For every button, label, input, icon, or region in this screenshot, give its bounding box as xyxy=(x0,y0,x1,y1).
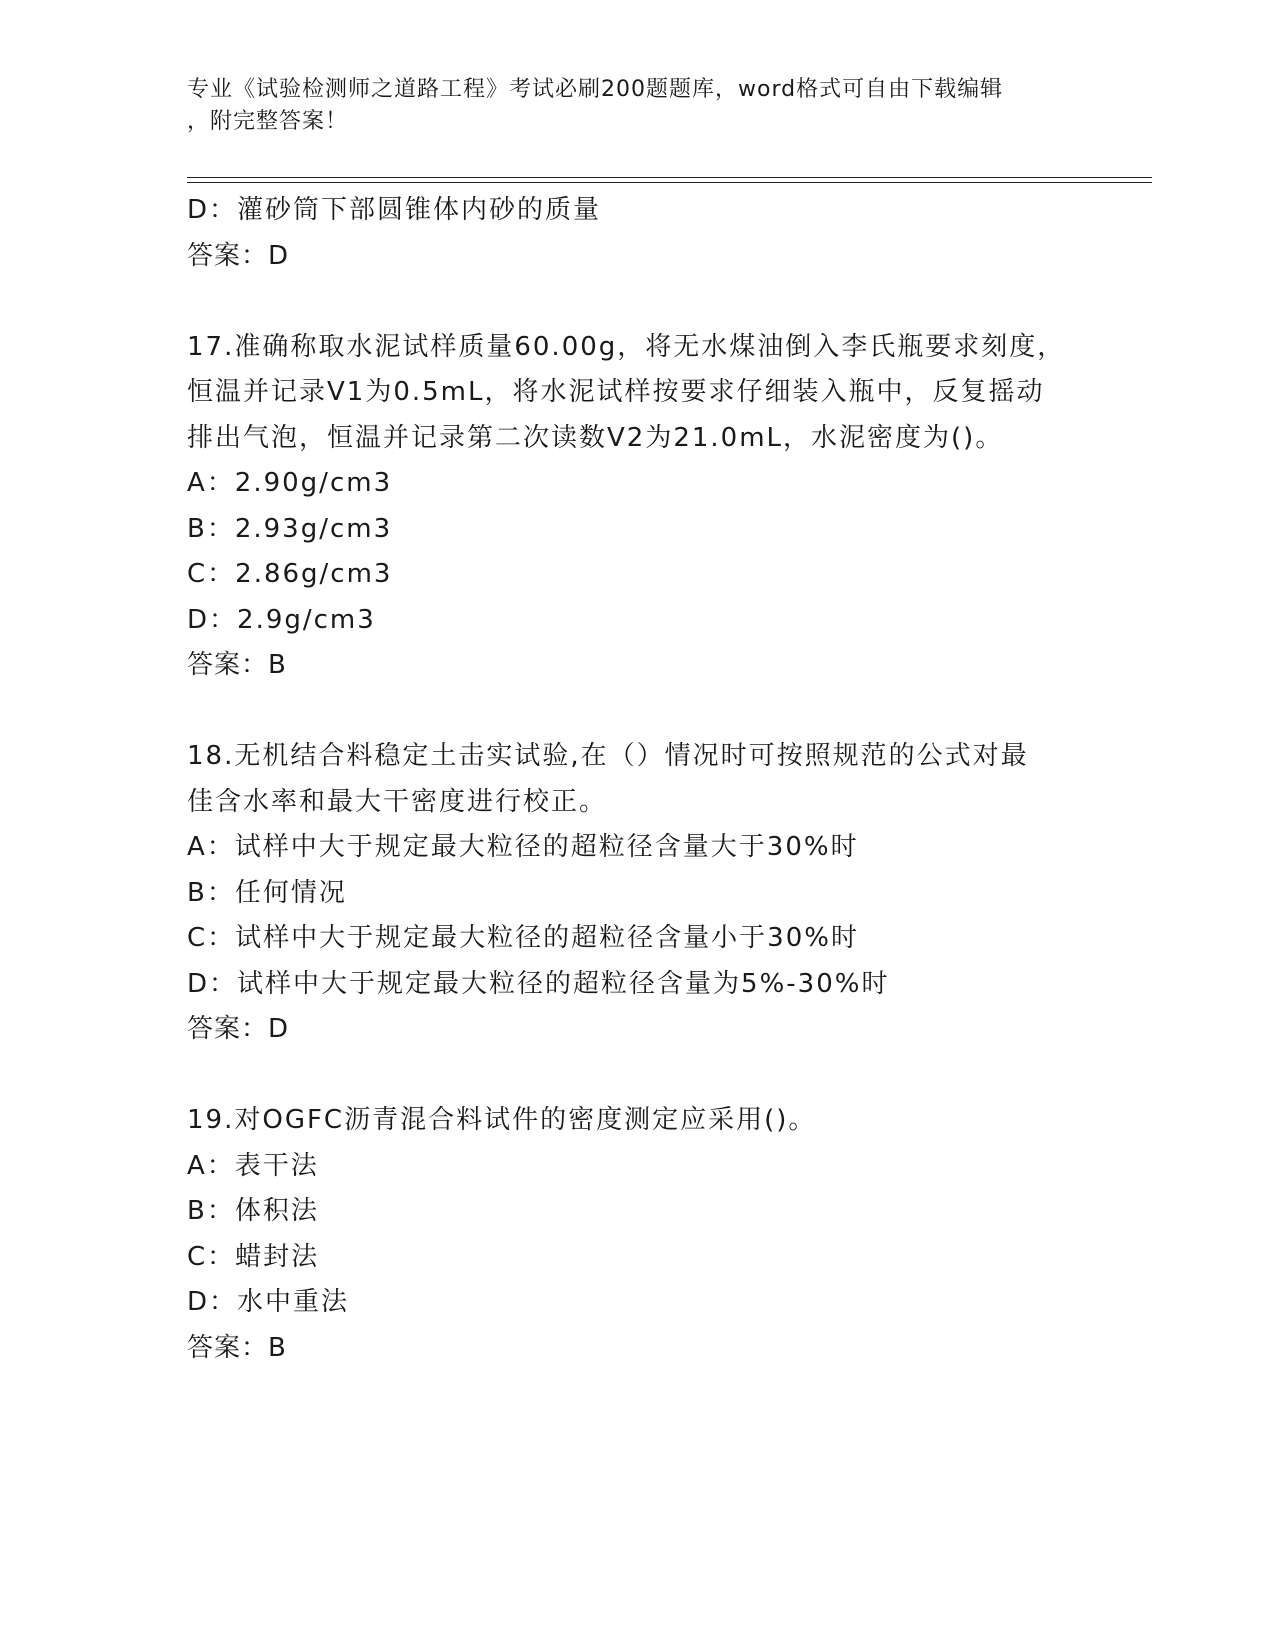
answer-line: 答案：D xyxy=(187,240,290,271)
question-text-line: 恒温并记录V1为0.5mL，将水泥试样按要求仔细装入瓶中，反复摇动 xyxy=(187,377,1045,407)
option-c: C：2.86g/cm3 xyxy=(187,559,393,589)
question-19 xyxy=(187,1098,1087,1371)
question-text-line: 佳含水率和最大干密度进行校正。 xyxy=(187,786,608,817)
spacer xyxy=(187,279,1087,325)
option-b: B：任何情况 xyxy=(187,877,347,908)
answer-line: 答案：D xyxy=(187,1014,290,1044)
option-d: D：试样中大于规定最大粒径的超粒径含量为5%-30%时 xyxy=(187,968,890,999)
question-text-line: 17.准确称取水泥试样质量60.00g，将无水煤油倒入李氏瓶要求刻度， xyxy=(187,331,1066,362)
document-body xyxy=(187,188,1087,1371)
option-b: B：2.93g/cm3 xyxy=(187,513,393,544)
option-d: D：水中重法 xyxy=(187,1287,350,1317)
question-text-line: 排出气泡，恒温并记录第二次读数V2为21.0mL，水泥密度为()。 xyxy=(187,422,1004,453)
question-text-line: 18.无机结合料稳定土击实试验,在（）情况时可按照规范的公式对最 xyxy=(187,741,1029,771)
question-text-line: 19.对OGFC沥青混合料试件的密度测定应采用()。 xyxy=(187,1105,817,1135)
header-divider-bottom xyxy=(187,182,1152,183)
option-c: C：试样中大于规定最大粒径的超粒径含量小于30%时 xyxy=(187,923,859,953)
option-c: C：蜡封法 xyxy=(187,1241,320,1272)
question-18 xyxy=(187,734,1087,1053)
spacer xyxy=(187,1053,1087,1099)
question-16-tail xyxy=(187,188,1087,279)
header-divider-top xyxy=(187,177,1152,178)
option-a: A：表干法 xyxy=(187,1150,319,1181)
answer-line: 答案：B xyxy=(187,1332,287,1363)
question-17 xyxy=(187,325,1087,689)
option-a: A：试样中大于规定最大粒径的超粒径含量大于30%时 xyxy=(187,832,859,862)
document-header xyxy=(187,74,1067,138)
option-d: D：2.9g/cm3 xyxy=(187,604,376,635)
option-b: B：体积法 xyxy=(187,1196,319,1226)
header-line-2: ，附完整答案！ xyxy=(187,109,349,134)
header-line-1: 专业《试验检测师之道路工程》考试必刷200题题库，word格式可自由下载编辑 xyxy=(187,77,1004,102)
option-d: D：灌砂筒下部圆锥体内砂的质量 xyxy=(187,195,602,225)
spacer xyxy=(187,689,1087,735)
answer-line: 答案：B xyxy=(187,650,287,680)
option-a: A：2.90g/cm3 xyxy=(187,468,393,498)
